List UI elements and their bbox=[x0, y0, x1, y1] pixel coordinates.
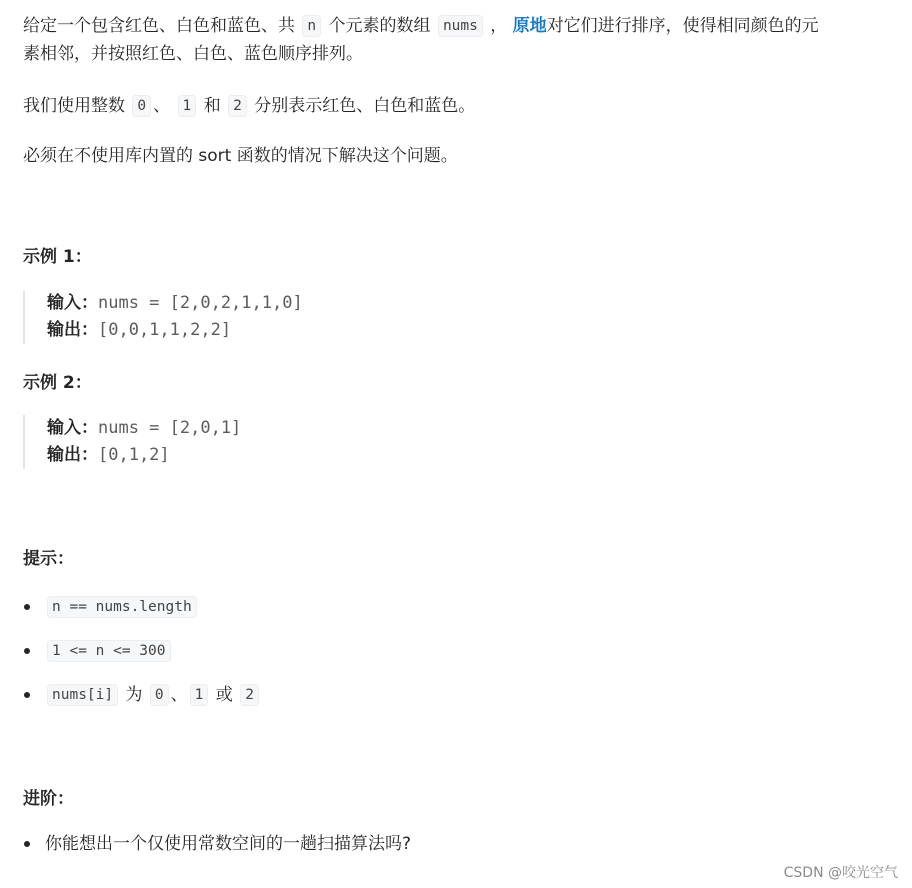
list-item bbox=[23, 679, 883, 723]
constraints-list bbox=[23, 591, 883, 723]
bullet-icon bbox=[24, 648, 30, 654]
list-item bbox=[23, 635, 883, 679]
intro-text: 分别表示红色、白色和蓝色。 bbox=[254, 96, 476, 116]
bullet-icon bbox=[24, 841, 30, 847]
example-2-title: 示例 2： bbox=[23, 373, 92, 393]
inline-code: 2 bbox=[240, 684, 259, 706]
constraint-text: 为 bbox=[125, 685, 143, 705]
intro-text: 对它们进行排序，使得相同颜色的元 bbox=[546, 16, 819, 36]
inline-code: 1 bbox=[178, 95, 197, 117]
intro-paragraph-1 bbox=[23, 12, 893, 68]
inline-code: 1 <= n <= 300 bbox=[47, 640, 171, 662]
bullet-icon bbox=[24, 604, 30, 610]
intro-text: 给定一个包含红色、白色和蓝色、共 bbox=[23, 16, 295, 36]
intro-text: ， bbox=[490, 16, 508, 36]
followup-text: 你能想出一个仅使用常数空间的一趟扫描算法吗? bbox=[45, 834, 412, 854]
list-item bbox=[23, 828, 883, 872]
constraints-title: 提示： bbox=[23, 549, 74, 569]
constraint-text: 、 bbox=[170, 685, 188, 705]
followup-list bbox=[23, 828, 883, 872]
inline-code: 1 bbox=[190, 684, 209, 706]
inline-code: 0 bbox=[150, 684, 169, 706]
inline-code: n bbox=[302, 15, 321, 37]
output-label: 输出： bbox=[47, 445, 98, 465]
inline-code: nums bbox=[438, 15, 483, 37]
output-value: [0,0,1,1,2,2] bbox=[98, 320, 232, 340]
intro-paragraph-3: 必须在不使用库内置的 sort 函数的情况下解决这个问题。 bbox=[23, 146, 458, 166]
watermark: CSDN @咬光空气 bbox=[783, 865, 898, 881]
intro-text: 、 bbox=[153, 96, 171, 116]
inline-code: n == nums.length bbox=[47, 596, 197, 618]
in-place-link[interactable]: 原地 bbox=[512, 16, 547, 36]
example-1-title: 示例 1： bbox=[23, 247, 92, 267]
inline-code: nums[i] bbox=[47, 684, 118, 706]
constraint-text: 或 bbox=[215, 685, 233, 705]
output-label: 输出： bbox=[47, 320, 98, 340]
example-1-block bbox=[23, 290, 303, 344]
output-value: [0,1,2] bbox=[98, 445, 170, 465]
intro-paragraph-2 bbox=[23, 92, 475, 120]
input-value: nums = [2,0,2,1,1,0] bbox=[98, 293, 303, 313]
inline-code: 0 bbox=[132, 95, 151, 117]
bullet-icon bbox=[24, 692, 30, 698]
intro-text: 我们使用整数 bbox=[23, 96, 125, 116]
input-label: 输入： bbox=[47, 293, 98, 313]
intro-text: 素相邻，并按照红色、白色、蓝色顺序排列。 bbox=[23, 44, 363, 64]
input-value: nums = [2,0,1] bbox=[98, 418, 242, 438]
intro-text: 和 bbox=[203, 96, 221, 116]
input-label: 输入： bbox=[47, 418, 98, 438]
example-2-block bbox=[23, 415, 241, 469]
inline-code: 2 bbox=[228, 95, 247, 117]
intro-text: 个元素的数组 bbox=[328, 16, 431, 36]
followup-title: 进阶： bbox=[23, 789, 74, 809]
list-item bbox=[23, 591, 883, 635]
